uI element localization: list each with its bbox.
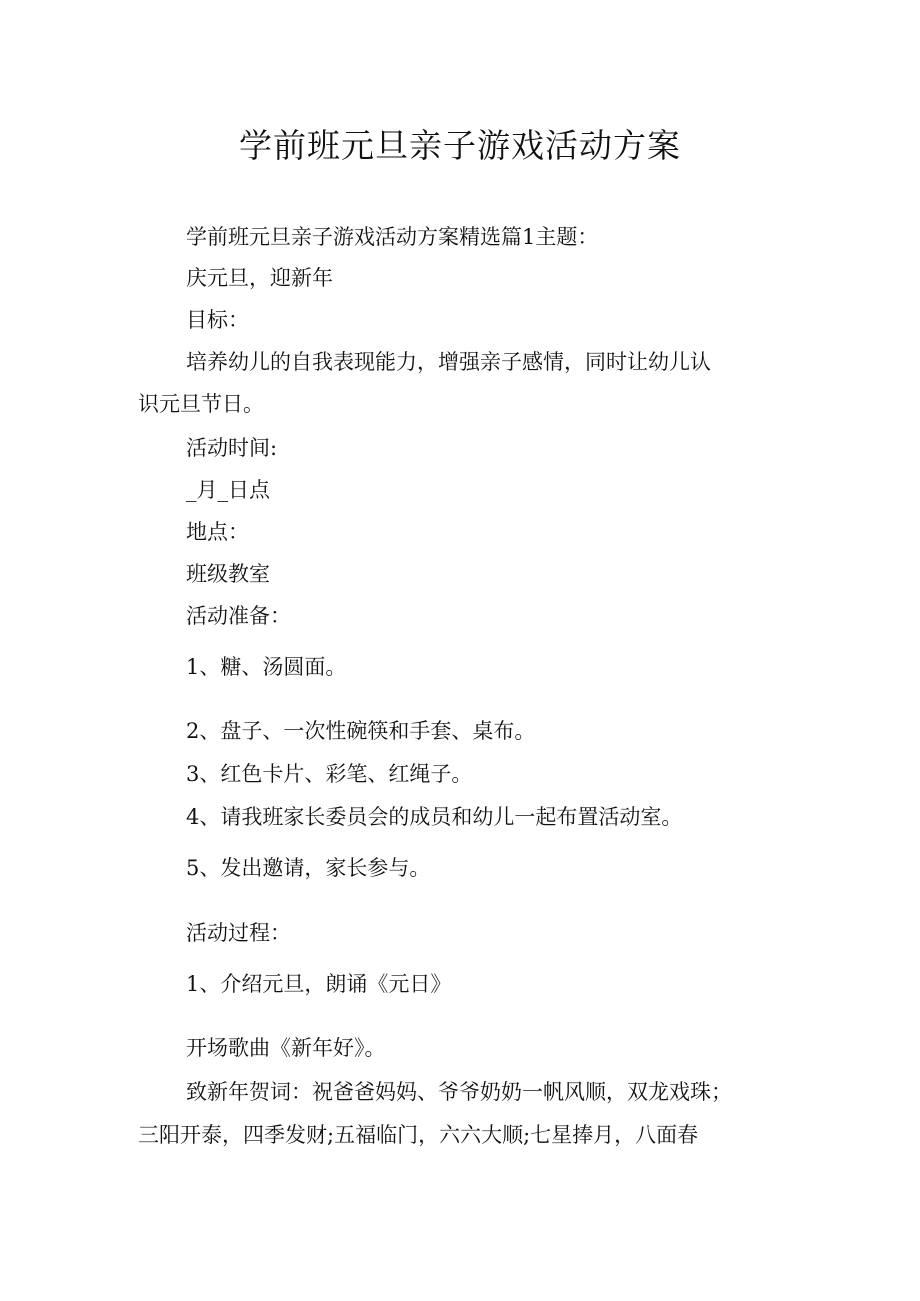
list-item: 1、介绍元旦，朗诵《元日》: [186, 972, 452, 996]
text-line: _月_日点: [186, 478, 270, 502]
text-line: 三阳开泰，四季发财;五福临门，六六大顺;七星捧月，八面春: [138, 1123, 699, 1147]
text-line: 地点：: [186, 520, 249, 544]
text-line: 庆元旦，迎新年: [186, 266, 333, 290]
list-item: 3、红色卡片、彩笔、红绳子。: [186, 762, 473, 786]
text-line: 开场歌曲《新年好》。: [186, 1036, 386, 1060]
list-item: 2、盘子、一次性碗筷和手套、桌布。: [186, 719, 536, 743]
text-line: 培养幼儿的自我表现能力，增强亲子感情，同时让幼儿认: [186, 350, 711, 374]
list-item: 4、请我班家长委员会的成员和幼儿一起布置活动室。: [186, 805, 683, 829]
list-item: 1、糖、汤圆面。: [186, 655, 347, 679]
text-line: 班级教室: [186, 562, 270, 586]
list-item: 5、发出邀请，家长参与。: [186, 856, 431, 880]
text-line: 目标：: [186, 308, 249, 332]
text-line: 致新年贺词：祝爸爸妈妈、爷爷奶奶一帆风顺，双龙戏珠；: [186, 1080, 732, 1104]
text-line: 学前班元旦亲子游戏活动方案精选篇1主题：: [186, 225, 599, 249]
text-line: 活动时间:: [186, 436, 278, 460]
text-line: 识元旦节日。: [138, 392, 264, 416]
document-title: 学前班元旦亲子游戏活动方案: [239, 126, 681, 165]
text-line: 活动过程：: [186, 921, 291, 945]
text-line: 活动准备：: [186, 604, 291, 628]
